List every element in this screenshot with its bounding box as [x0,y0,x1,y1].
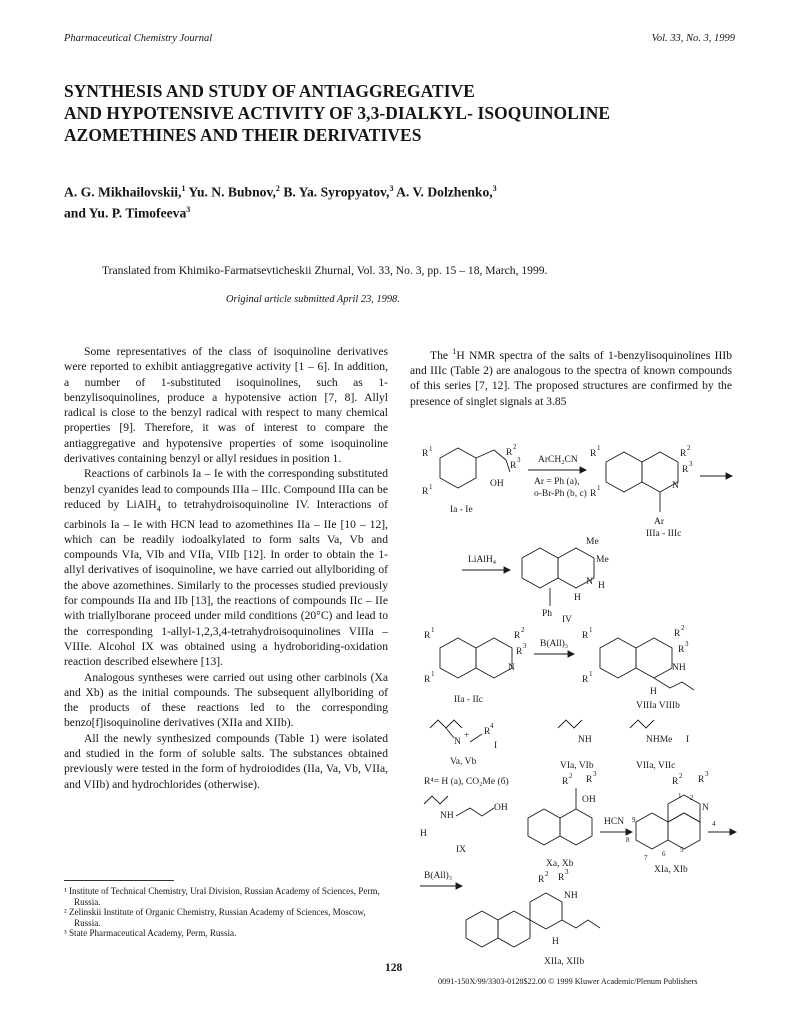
svg-text:6: 6 [662,850,666,858]
title-line-3: AZOMETHINES AND THEIR DERIVATIVES [64,125,422,145]
svg-text:N: N [702,803,709,813]
journal-name: Pharmaceutical Chemistry Journal [64,33,213,44]
label-VIIIa-VIIIb: VIIIa VIIIb [636,701,680,711]
reagent-hcn [600,817,632,835]
svg-text:R: R [558,873,565,883]
title-line-1: SYNTHESIS AND STUDY OF ANTIAGGREGATIVE [64,81,475,101]
copyright-line: 0091-150X/99/3303-0128$22.00 © 1999 Kluwer Academic/Plenum Publishers [438,977,698,986]
footnote: ² Zelinskii Institute of Organic Chemistry, Russian Academy of Sciences, Moscow, Russia. [64,907,366,928]
compound-IIa-IIc [424,626,527,705]
svg-text:NH: NH [564,891,578,901]
page-number: 128 [385,962,403,974]
svg-text:3: 3 [705,770,709,778]
article-title [64,80,684,146]
svg-text:R: R [484,727,491,737]
svg-text:ArCH₂CN: ArCH₂CN [538,455,578,465]
svg-text:H: H [552,937,559,947]
svg-text:7: 7 [644,854,648,862]
label-IIa-IIc: IIa - IIc [454,695,484,705]
svg-text:2: 2 [521,626,525,634]
svg-text:3: 3 [565,868,569,876]
svg-text:Me: Me [596,555,609,565]
svg-text:2: 2 [679,772,683,780]
compound-Xa-Xb [528,770,597,869]
reagent-lialh4 [462,555,510,573]
svg-text:R: R [506,448,513,458]
svg-text:B(All)₃: B(All)₃ [424,871,453,881]
svg-text:R: R [674,629,681,639]
left-column [64,344,388,792]
svg-text:HCN: HCN [604,817,625,827]
author-name: and Yu. P. Timofeeva [64,205,187,221]
svg-text:R: R [672,777,679,787]
affiliation-mark: 3 [186,204,191,214]
compound-IX [420,796,508,855]
svg-text:B(All)₃: B(All)₃ [540,639,569,649]
svg-text:NH: NH [672,663,686,673]
footnotes [64,886,388,939]
volume-info: Vol. 33, No. 3, 1999 [651,33,735,44]
label-Va-Vb: Va, Vb [450,757,477,767]
structure-XII [420,880,740,975]
author-name: B. Ya. Syropyatov, [283,184,390,200]
label-IV: IV [562,615,573,625]
svg-text:1: 1 [589,670,593,678]
svg-text:R: R [424,675,431,685]
svg-text:2: 2 [513,443,517,451]
author-name: A. V. Dolzhenko, [396,184,493,200]
compound-VIa-VIb [558,720,594,771]
svg-text:R: R [582,675,589,685]
svg-text:NHMe: NHMe [646,735,673,745]
footnote-rule [64,880,174,881]
svg-text:+: + [464,731,470,741]
submission-date: Original article submitted April 23, 1998. [226,294,400,305]
svg-text:1: 1 [431,670,435,678]
paragraph: Reactions of carbinols Ia – Ie with the corresponding substituted benzyl cyanides lead to compounds IIIa – IIIc. Compound IIIa can be reduced by LiAlH$_4$ to tetrahydroisoquinoline IV. Interactions of carbinols Ia – Ie with HCN lead to azomethines IIa – IIe [10 – 12], which can be readily iodoalkylated to form salts Va, Vb and compounds VIa, VIb and VIIa, VIIb [12]. In order to obtain the 1-allyl derivatives of isoquinoline, we have carried out allylboriding of the above azomethines. Similarly to the processes studied previously for compounds IIa and IIb [13], the reactions of compounds IIc – IIe with triallylborane proceed under mild conditions (20°C) and lead to the corresponding 1-allyl-1,2,3,4-tetrahydroisoquinolines VIIIa – VIIIe. Alcohol IX was obtained using a hydroboriding-oxidation reaction described elsewhere [13]. [64,467,388,669]
svg-text:R: R [586,775,593,785]
svg-text:N: N [672,481,679,491]
svg-text:OH: OH [490,479,504,489]
label-IX: IX [456,845,467,855]
title-line-2: AND HYPOTENSIVE ACTIVITY OF 3,3-DIALKYL- ISOQUINOLINE [64,103,611,123]
right-column [410,344,732,409]
svg-text:2: 2 [690,794,694,802]
svg-text:H: H [420,829,427,839]
svg-text:N: N [508,663,515,673]
svg-text:2: 2 [687,444,691,452]
svg-text:R: R [582,631,589,641]
svg-text:3: 3 [685,640,689,648]
svg-text:1: 1 [597,484,601,492]
svg-text:o-Br-Ph (b, c): o-Br-Ph (b, c) [534,489,587,499]
svg-text:R: R [514,631,521,641]
svg-text:H: H [574,593,581,603]
svg-text:Ar = Ph (a),: Ar = Ph (a), [534,477,580,487]
svg-text:R: R [422,449,429,459]
reaction-scheme [410,438,740,910]
svg-text:R: R [682,465,689,475]
compound-XIa-XIb [626,770,736,875]
svg-text:NH: NH [578,735,592,745]
svg-text:Me: Me [586,537,599,547]
svg-text:N: N [586,577,593,587]
svg-text:R: R [590,489,597,499]
svg-text:Ph: Ph [542,609,553,619]
svg-text:R: R [424,631,431,641]
svg-text:NH: NH [440,811,454,821]
footnote: ¹ Institute of Technical Chemistry, Ural Division, Russian Academy of Sciences, Perm, Russia. [64,886,380,907]
svg-text:4: 4 [490,722,494,730]
svg-text:H: H [598,581,605,591]
label-Xa-Xb: Xa, Xb [546,859,574,869]
compound-VIIa-VIIc [630,720,689,771]
label-VIa-VIb: VIa, VIb [560,761,594,771]
compound-Ia-Ie [422,443,521,515]
svg-text:R: R [590,449,597,459]
paragraph: Some representatives of the class of isoquinoline derivatives were reported to exhibit antiaggregative activity [1 – 6]. In addition, a number of 1-substituted isoquinolines, such as 1-benzylisoquinolines, produce a hypotensive action [7, 8]. Allyl radical is close to the benzyl radical with respect to many chemical properties [9]. Therefore, it was of interest to compare the antiaggregative and hypotensive properties of some isoquinoline derivatives containing benzyl or allyl residues in position 1. [64,345,388,466]
paragraph: The $^1$H NMR spectra of the salts of 1-benzylisoquinolines IIIb and IIIc (Table 2) are analogous to the spectra of known compounds of this series [7, 12]. The proposed structures are confirmed by the presence of singlet signals at 3.85 [410,347,732,408]
svg-text:3: 3 [689,460,693,468]
compound-VIIIa-VIIIb [582,624,694,711]
reagent-ball3 [534,638,574,657]
svg-text:1: 1 [678,792,682,800]
label-Ia-Ie: Ia - Ie [450,505,473,515]
svg-text:OH: OH [582,795,596,805]
svg-text:9: 9 [632,816,636,824]
affiliation-mark: 3 [389,184,394,193]
author-name: A. G. Mikhailovskii, [64,184,182,200]
svg-text:2: 2 [681,624,685,632]
translation-note: Translated from Khimiko-Farmatsevticheskii Zhurnal, Vol. 33, No. 3, pp. 15 – 18, March, 1999. [102,264,548,277]
svg-text:5: 5 [680,846,684,854]
svg-text:R: R [562,777,569,787]
svg-text:R: R [678,645,685,655]
svg-text:Ar: Ar [654,517,665,527]
svg-text:I: I [494,741,498,751]
svg-text:N: N [454,737,461,747]
svg-text:1: 1 [429,483,433,491]
svg-text:2: 2 [569,772,573,780]
affiliation-mark: 3 [492,184,497,193]
affiliation-mark: 2 [275,184,280,193]
svg-text:R: R [680,449,687,459]
svg-text:3: 3 [517,456,521,464]
svg-text:R: R [516,647,523,657]
svg-text:1: 1 [429,445,433,453]
compound-IV [522,537,609,625]
svg-text:1: 1 [597,444,601,452]
svg-text:LiAlH₄: LiAlH₄ [468,555,497,565]
svg-text:1: 1 [589,626,593,634]
label-IIIa-IIIc: IIIa - IIIc [646,529,682,539]
r4-definition: R⁴= H (a), CO₂Me (б) [424,777,509,787]
author-name: Yu. N. Bubnov, [188,184,276,200]
svg-text:3: 3 [523,642,527,650]
svg-text:R: R [698,775,705,785]
svg-text:1: 1 [431,626,435,634]
paragraph: Analogous syntheses were carried out using other carbinols (Xa and Xb) as the initial compounds. The subsequent allylboriding of the products of these reactions led to the corresponding benzo[f]isoquinoline derivatives (XIIa and XIIb). [64,670,388,730]
svg-text:4: 4 [712,820,716,828]
label-XIIa-XIIb: XIIa, XIIb [544,957,585,967]
label-VIIa-VIIc: VIIa, VIIc [636,761,676,771]
svg-text:OH: OH [494,803,508,813]
svg-text:R: R [538,875,545,885]
author-list [64,180,704,221]
svg-text:8: 8 [626,836,630,844]
svg-text:R: R [510,461,517,471]
footnote: ³ State Pharmaceutical Academy, Perm, Russia. [64,928,237,939]
paragraph: All the newly synthesized compounds (Table 1) were isolated and studied in the form of soluble salts. The substances obtained previously were tested in the form of hydroiodides (IIa, Va, Vb, VIIa, and VIIb) and hydrochlorides (otherwise). [64,731,388,791]
svg-text:R: R [422,487,429,497]
label-XIa-XIb: XIa, XIb [654,865,688,875]
svg-text:I: I [686,735,690,745]
affiliation-mark: 1 [181,184,186,193]
compound-IIIa-IIIc [590,444,732,539]
svg-text:3: 3 [593,770,597,778]
compound-Va-Vb [424,720,509,787]
reagent-arch2cn [528,455,587,499]
svg-text:2: 2 [545,870,549,878]
svg-text:H: H [650,687,657,697]
